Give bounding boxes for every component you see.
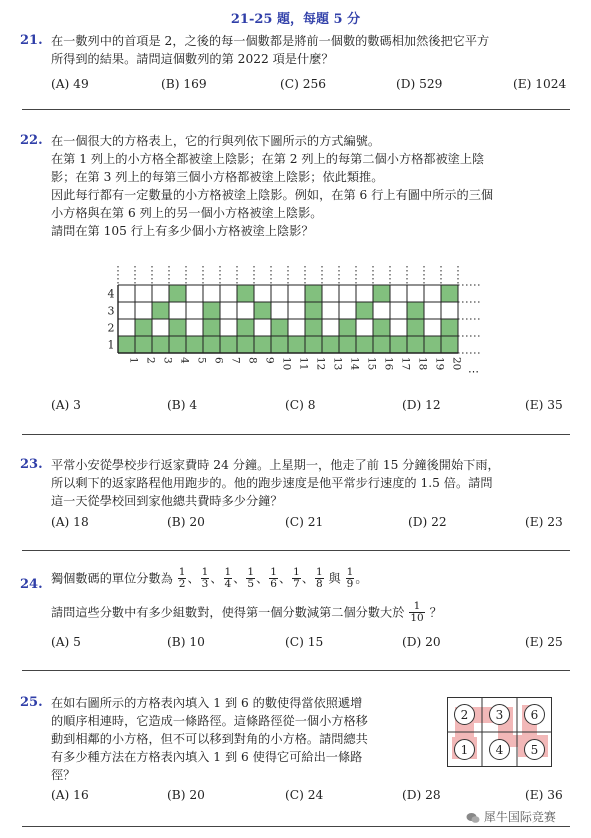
q21-number: 21. <box>20 33 43 48</box>
shaded-cell <box>186 336 203 353</box>
shaded-cell <box>118 336 135 353</box>
column-label: 4 <box>178 357 191 364</box>
shaded-cell <box>390 336 407 353</box>
fraction-denominator: 8 <box>316 578 323 590</box>
q22-line: 在一個很大的方格表上，它的行與列依下圖所示的方式編號。 <box>51 134 381 148</box>
column-label: 14 <box>348 357 361 371</box>
q23-option-c[interactable]: (C) 21 <box>285 515 324 529</box>
q22-option-a[interactable]: (A) 3 <box>51 398 81 412</box>
q22-line: 請問在第 105 行上有多少個小方格被塗上陰影？ <box>51 224 314 238</box>
q23-number: 23. <box>20 457 43 472</box>
q21-text <box>51 32 489 68</box>
shaded-cell <box>407 319 424 336</box>
q23-line: 平常小安從學校步行返家費時 24 分鐘。上星期一，他走了前 15 分鐘後開始下雨， <box>51 458 500 472</box>
q25-option-c[interactable]: (C) 24 <box>285 788 324 802</box>
unit-fraction <box>269 567 278 590</box>
q25-text <box>51 694 368 784</box>
fraction-numerator: 1 <box>178 566 186 578</box>
cell-number: 5 <box>530 743 539 757</box>
column-label: 8 <box>246 357 259 364</box>
q22-option-e[interactable]: (E) 35 <box>525 398 563 412</box>
q21-option-e[interactable]: (E) 1024 <box>513 77 567 91</box>
row-label: 2 <box>107 321 115 335</box>
column-label: 16 <box>382 357 395 371</box>
col-labels <box>128 357 480 374</box>
unit-fraction <box>224 567 233 590</box>
shaded-cell <box>237 319 254 336</box>
fraction-denominator: 6 <box>270 578 277 590</box>
cell-number: 4 <box>495 743 504 757</box>
q25-path-grid-figure <box>447 697 552 767</box>
q25-line: 在如右圖所示的方格表內填入 1 到 6 的數使得當依照遞增 <box>51 696 363 710</box>
shaded-cell <box>152 302 169 319</box>
shaded-cell <box>424 336 441 353</box>
q24-option-d[interactable]: (D) 20 <box>402 635 441 649</box>
column-label: 19 <box>433 357 446 371</box>
fraction-numerator: 1 <box>293 566 300 578</box>
shaded-cell <box>169 336 186 353</box>
column-label: 1 <box>127 357 140 364</box>
q23-option-e[interactable]: (E) 23 <box>525 515 563 529</box>
shaded-cell <box>407 336 424 353</box>
watermark <box>466 808 556 825</box>
shaded-cell <box>407 302 424 319</box>
fraction-numerator: 1 <box>346 566 354 578</box>
shaded-cell <box>152 336 169 353</box>
q24-line2-suffix: ？ <box>429 605 442 620</box>
column-label: 3 <box>161 357 174 364</box>
shaded-cell <box>356 302 373 319</box>
fraction-denominator: 10 <box>410 612 424 624</box>
shaded-cell <box>220 336 237 353</box>
q24-option-e[interactable]: (E) 25 <box>525 635 563 649</box>
shaded-cell <box>135 319 152 336</box>
shaded-cell <box>237 336 254 353</box>
unit-fraction <box>246 567 255 590</box>
divider <box>22 826 570 827</box>
q25-number: 25. <box>20 695 43 710</box>
shaded-cell <box>373 319 390 336</box>
fraction-denominator: 4 <box>224 578 232 590</box>
q22-option-b[interactable]: (B) 4 <box>167 398 198 412</box>
cell-number: 2 <box>460 708 469 722</box>
q24-option-b[interactable]: (B) 10 <box>167 635 205 649</box>
shaded-cell <box>305 285 322 302</box>
q24-threshold-fraction <box>409 601 424 624</box>
fraction-denominator: 9 <box>346 578 354 590</box>
cell-number: 1 <box>460 743 469 757</box>
shaded-cell <box>356 336 373 353</box>
fraction-numerator: 1 <box>247 566 255 578</box>
q21-line: 所得到的結果。請問這個數列的第 2022 項是什麼？ <box>51 52 334 66</box>
divider <box>22 670 570 671</box>
fraction-separator: 與 <box>324 571 345 586</box>
divider <box>22 550 570 551</box>
shaded-cell <box>237 285 254 302</box>
fraction-denominator: 5 <box>247 578 255 590</box>
q24-line1 <box>51 567 368 590</box>
q21-option-b[interactable]: (B) 169 <box>161 77 207 91</box>
shaded-cell <box>373 285 390 302</box>
fraction-separator: 、 <box>301 571 314 586</box>
q22-line: 小方格與在第 6 列上的另一個小方格被塗上陰影。 <box>51 206 323 220</box>
shaded-cell <box>135 336 152 353</box>
q25-option-a[interactable]: (A) 16 <box>51 788 89 802</box>
column-label: 13 <box>331 357 344 371</box>
q24-option-c[interactable]: (C) 15 <box>285 635 324 649</box>
q25-line: 徑？ <box>51 768 76 782</box>
fraction-denominator: 7 <box>293 578 300 590</box>
shaded-cell <box>169 319 186 336</box>
shaded-cell <box>203 302 220 319</box>
shaded-cell <box>339 336 356 353</box>
q21-line: 在一數列中的首項是 2，之後的每一個數都是將前一個數的數碼相加然後把它平方 <box>51 34 490 48</box>
column-label: 2 <box>144 357 157 364</box>
unit-fraction <box>315 567 324 590</box>
shaded-cell <box>169 285 186 302</box>
row-label: 1 <box>107 338 115 352</box>
cell-number: 6 <box>530 708 539 722</box>
shaded-cell <box>254 302 271 319</box>
q22-grid-figure <box>100 262 490 374</box>
shaded-cell <box>271 319 288 336</box>
column-label: 15 <box>365 357 378 371</box>
q24-line2-prefix: 請問這些分數中有多少組數對，使得第一個分數減第二個分數大於 <box>51 605 405 620</box>
fraction-numerator: 1 <box>409 601 424 613</box>
q22-text <box>51 132 493 240</box>
q23-line: 這一天從學校回到家他總共費時多少分鐘？ <box>51 494 283 508</box>
q21-option-d[interactable]: (D) 529 <box>396 77 443 91</box>
shaded-cell <box>305 319 322 336</box>
cell-number: 3 <box>495 708 504 722</box>
shaded-cell <box>441 285 458 302</box>
row-label: 3 <box>107 304 115 318</box>
fraction-separator: 、 <box>256 571 269 586</box>
shaded-cell <box>203 336 220 353</box>
q22-option-d[interactable]: (D) 12 <box>402 398 441 412</box>
q24-line2 <box>51 601 442 624</box>
q22-number: 22. <box>20 133 43 148</box>
fraction-separator: 、 <box>210 571 223 586</box>
fraction-numerator: 1 <box>316 566 323 578</box>
fraction-numerator: 1 <box>201 566 209 578</box>
divider <box>22 109 570 110</box>
fraction-separator: 、 <box>278 571 292 586</box>
q25-line: 有多少種方法在方格表內填入 1 到 6 使得它可給出一條路 <box>51 750 363 764</box>
column-label: 12 <box>314 357 327 371</box>
shaded-cell <box>322 336 339 353</box>
shaded-cell <box>271 336 288 353</box>
q23-option-a[interactable]: (A) 18 <box>51 515 89 529</box>
row-label: 4 <box>107 287 115 301</box>
column-label: 10 <box>280 357 293 371</box>
shaded-cell <box>305 336 322 353</box>
column-label: 6 <box>212 357 225 364</box>
shaded-cell <box>305 302 322 319</box>
grid-lines <box>118 285 458 353</box>
q23-line: 所以剩下的返家路程他用跑步的。他的跑步速度是他平常步行速度的 1.5 倍。請問 <box>51 476 493 490</box>
column-label: 20 <box>450 357 463 371</box>
q22-option-c[interactable]: (C) 8 <box>285 398 316 412</box>
q22-line: 在第 1 列上的小方格全都被塗上陰影；在第 2 列上的每第二個小方格都被塗上陰 <box>51 152 485 166</box>
fraction-numerator: 1 <box>270 566 277 578</box>
watermark-text: 犀牛国际竞赛 <box>483 810 556 824</box>
q24-option-a[interactable]: (A) 5 <box>51 635 81 649</box>
column-label: 9 <box>263 357 276 364</box>
q25-line: 的順序相連時，它造成一條路徑。這條路徑從一個小方格移 <box>51 714 368 728</box>
q25-line: 動到相鄰的小方格，但不可以移到對角的小方格。請問總共 <box>51 732 368 746</box>
q23-option-d[interactable]: (D) 22 <box>408 515 447 529</box>
shaded-cell <box>203 319 220 336</box>
unit-fraction <box>346 567 355 590</box>
shaded-cell <box>441 336 458 353</box>
q24-line1-prefix: 獨個數碼的單位分數為 <box>51 571 173 586</box>
shaded-cell <box>441 319 458 336</box>
column-label: 7 <box>229 357 242 364</box>
column-ellipsis: ⋯ <box>468 365 479 374</box>
q24-fraction-list <box>177 566 368 590</box>
unit-fraction <box>178 567 187 590</box>
shaded-cell <box>373 336 390 353</box>
fraction-separator: 、 <box>187 571 200 586</box>
fraction-separator: 、 <box>233 571 246 586</box>
column-label: 17 <box>399 357 412 371</box>
q25-option-e[interactable]: (E) 36 <box>525 788 563 802</box>
row-labels <box>108 288 115 352</box>
fraction-separator: 。 <box>355 571 368 586</box>
shaded-cell <box>339 319 356 336</box>
shaded-cell <box>254 336 271 353</box>
wechat-icon <box>466 812 480 824</box>
shaded-cell <box>288 336 305 353</box>
fraction-denominator: 3 <box>201 578 209 590</box>
section-header: 21-25 題，每題 5 分 <box>230 12 361 27</box>
q24-number: 24. <box>20 577 43 592</box>
q23-option-b[interactable]: (B) 20 <box>167 515 205 529</box>
column-label: 18 <box>416 357 429 371</box>
q25-option-b[interactable]: (B) 20 <box>167 788 205 802</box>
unit-fraction <box>201 567 210 590</box>
fraction-numerator: 1 <box>224 566 232 578</box>
q21-option-c[interactable]: (C) 256 <box>280 77 326 91</box>
fraction-denominator: 2 <box>178 578 186 590</box>
unit-fraction <box>292 567 301 590</box>
column-label: 11 <box>297 357 310 371</box>
divider <box>22 434 570 435</box>
column-label: 5 <box>195 357 208 364</box>
q25-option-d[interactable]: (D) 28 <box>402 788 441 802</box>
q23-text <box>51 456 500 510</box>
q22-line: 影；在第 3 列上的每第三個小方格都被塗上陰影；依此類推。 <box>51 170 384 184</box>
q21-option-a[interactable]: (A) 49 <box>51 77 89 91</box>
q22-line: 因此每行都有一定數量的小方格被塗上陰影。例如，在第 6 行上有圖中所示的三個 <box>51 188 494 202</box>
